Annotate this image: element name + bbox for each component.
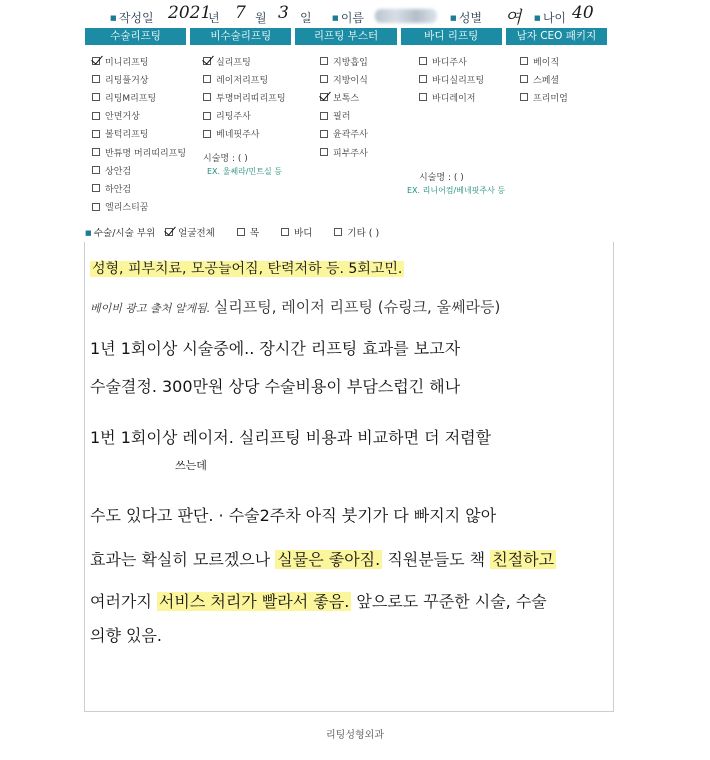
handwriting-insertion: 쓰는데: [175, 459, 207, 472]
checkbox[interactable]: [320, 130, 328, 138]
option-item[interactable]: [92, 161, 186, 179]
option-item[interactable]: [92, 52, 186, 70]
option-item[interactable]: [520, 70, 568, 88]
checkbox[interactable]: [203, 130, 211, 138]
option-label: 목: [249, 228, 260, 239]
checkbox[interactable]: [92, 93, 100, 101]
area-label: ■ 수술/시술 부위: [85, 225, 155, 239]
checkbox[interactable]: [203, 75, 211, 83]
option-label: 엘리스티꿈: [105, 203, 149, 214]
option-item[interactable]: [520, 88, 568, 106]
option-label: 리팅M리프팅: [105, 93, 157, 104]
day-value: 3: [278, 3, 289, 23]
handwriting-line: 의향 있음.: [90, 626, 162, 645]
checkbox[interactable]: [419, 75, 427, 83]
option-label: 바디주사: [432, 57, 467, 68]
handwriting-text: 효과는 확실히 모르겠으나: [90, 550, 271, 569]
checkbox[interactable]: [203, 57, 211, 65]
option-label: 바디레이저: [432, 93, 476, 104]
handwriting-line: [90, 547, 556, 570]
option-item[interactable]: [320, 88, 368, 106]
checkbox[interactable]: [320, 93, 328, 101]
option-label: 레이저리프팅: [216, 75, 269, 86]
area-option[interactable]: [281, 225, 312, 239]
option-label: 바디실리프팅: [432, 75, 485, 86]
option-item[interactable]: [320, 52, 368, 70]
area-option[interactable]: [237, 225, 259, 239]
highlighted-text: 친절하고: [492, 550, 555, 569]
checkbox[interactable]: [92, 148, 100, 156]
checkbox[interactable]: [92, 57, 100, 65]
men-ceo-package-column: [520, 52, 568, 107]
procedure-example: EX. 리니어컴/베네핏주사 등: [407, 185, 506, 195]
month-value: 7: [235, 3, 246, 23]
checkbox[interactable]: [520, 57, 528, 65]
category-surgical-lifting: 수술리프팅: [85, 28, 186, 45]
option-item[interactable]: [92, 179, 186, 197]
checkbox[interactable]: [320, 148, 328, 156]
option-label: 리팅풀거상: [105, 75, 149, 86]
option-label: 기타 ( ): [347, 228, 380, 239]
handwriting-line: 수도 있다고 판단. · 수술2주차 아직 붓기가 다 빠지지 않아: [90, 506, 497, 525]
checkbox[interactable]: [92, 75, 100, 83]
age-value: 40: [572, 3, 594, 23]
highlighted-text: 서비스 처리가 빨라서 좋음.: [158, 592, 350, 611]
option-label: 투명머리띠리프팅: [216, 93, 286, 104]
option-label: 지방흡입: [333, 57, 368, 68]
option-item[interactable]: [320, 143, 368, 161]
date-label: ■ 작성일: [110, 9, 154, 26]
day-unit: 일: [300, 11, 312, 25]
option-item[interactable]: [92, 88, 186, 106]
option-item[interactable]: [419, 88, 505, 106]
procedure-area-row: [85, 225, 379, 239]
handwriting-line: [90, 296, 500, 317]
checkbox[interactable]: [92, 203, 100, 211]
category-men-ceo-package: 남자 CEO 패키지: [506, 28, 607, 45]
category-body-lifting: 바디 리프팅: [401, 28, 502, 45]
option-item[interactable]: [320, 125, 368, 143]
handwriting-text: 베이비 광고 출처 알게됨.: [90, 302, 211, 315]
checkbox[interactable]: [203, 93, 211, 101]
checkbox[interactable]: [320, 75, 328, 83]
option-item[interactable]: [419, 70, 505, 88]
checkbox[interactable]: [237, 228, 245, 236]
option-label: 반튜명 머리띠리프팅: [105, 148, 187, 159]
option-item[interactable]: [203, 88, 286, 106]
gender-value: 여: [505, 8, 522, 28]
area-option[interactable]: [334, 225, 379, 239]
option-label: 베이직: [533, 57, 560, 68]
handwriting-text: 앞으로도 꾸준한 시술, 수술: [356, 592, 547, 611]
checkbox[interactable]: [92, 166, 100, 174]
body-lifting-column: [407, 52, 506, 196]
procedure-example: EX. 울쎄라/민트실 등: [207, 166, 282, 176]
option-item[interactable]: [320, 70, 368, 88]
clinic-name-footer: 리팅성형외과: [326, 730, 384, 741]
month-unit: 월: [255, 11, 267, 25]
option-item[interactable]: [203, 125, 286, 143]
checkbox[interactable]: [520, 93, 528, 101]
redacted-name: [375, 9, 437, 23]
gender-label: ■ 성별: [450, 9, 482, 26]
age-label: ■ 나이: [534, 9, 566, 26]
option-label: 베네핏주사: [216, 130, 260, 141]
checkbox[interactable]: [92, 112, 100, 120]
category-bar: [85, 28, 607, 45]
form-header: [110, 3, 600, 28]
handwriting-text: 직원분들도 책: [387, 550, 486, 569]
option-label: 지방이식: [333, 75, 368, 86]
option-label: 스페셜: [533, 75, 560, 86]
year-value: 2021: [168, 3, 212, 23]
handwriting-line: 수술결정. 300만원 상당 수술비용이 부담스럽긴 해나: [90, 377, 461, 396]
option-item[interactable]: [203, 52, 286, 70]
checkbox[interactable]: [320, 57, 328, 65]
surgical-lifting-column: [92, 52, 186, 216]
checkbox[interactable]: [320, 112, 328, 120]
option-label: 피부주사: [333, 148, 368, 159]
option-label: 보톡스: [333, 93, 360, 104]
option-label: 리팅주사: [216, 112, 251, 123]
handwriting-text: 실리프팅, 레이저 리프팅 (슈링크, 울쎄라등): [213, 298, 501, 316]
checkbox[interactable]: [419, 57, 427, 65]
checkbox[interactable]: [520, 75, 528, 83]
option-label: 하안검: [105, 184, 132, 195]
category-nonsurgical-lifting: 비수술리프팅: [190, 28, 291, 45]
handwriting-line: [90, 258, 404, 278]
option-item[interactable]: [92, 143, 186, 161]
option-label: 상안검: [105, 166, 132, 177]
option-item[interactable]: [92, 198, 186, 216]
handwriting-line: 1년 1회이상 시술중에.. 장시간 리프팅 효과를 보고자: [90, 339, 461, 358]
checkbox[interactable]: [92, 184, 100, 192]
handwriting-line: [90, 589, 547, 612]
handwriting-line: 1번 1회이상 레이저. 실리프팅 비용과 비교하면 더 저렴할: [90, 428, 492, 447]
option-label: 프리미엄: [533, 93, 568, 104]
option-label: 안면거상: [105, 112, 140, 123]
checkbox[interactable]: [334, 228, 342, 236]
option-item[interactable]: [92, 125, 186, 143]
name-label: ■ 이름: [332, 9, 364, 26]
area-option[interactable]: [165, 225, 215, 239]
category-lifting-booster: 리프팅 부스터: [295, 28, 396, 45]
checkbox[interactable]: [203, 112, 211, 120]
year-unit: 년: [208, 11, 220, 25]
checkbox[interactable]: [92, 130, 100, 138]
procedure-name-field[interactable]: 시술명 : ( ): [419, 172, 464, 183]
option-label: 필러: [333, 112, 351, 123]
checkbox[interactable]: [419, 93, 427, 101]
option-item[interactable]: [520, 52, 568, 70]
option-item[interactable]: [419, 52, 505, 70]
option-label: 실리프팅: [216, 57, 251, 68]
option-item[interactable]: [320, 107, 368, 125]
option-label: 얼굴전체: [178, 228, 215, 239]
option-item[interactable]: [92, 107, 186, 125]
highlighted-text: 성형, 피부치료, 모공늘어짐, 탄력저하 등. 5회고민.: [92, 261, 403, 277]
option-label: 윤곽주사: [333, 130, 368, 141]
option-label: 볼턱리프팅: [105, 130, 149, 141]
handwriting-text: 여러가지: [90, 592, 152, 611]
procedure-name-field[interactable]: 시술명 : ( ): [203, 153, 248, 164]
option-item[interactable]: [203, 107, 286, 125]
highlighted-text: 실물은 좋아짐.: [277, 550, 381, 569]
option-label: 바디: [294, 228, 313, 239]
option-item[interactable]: [203, 70, 286, 88]
checkbox[interactable]: [165, 228, 173, 236]
option-label: 미니리프팅: [105, 57, 149, 68]
lifting-booster-column: [320, 52, 368, 161]
nonsurgical-lifting-column: [203, 52, 286, 177]
option-item[interactable]: [92, 70, 186, 88]
checkbox[interactable]: [281, 228, 289, 236]
